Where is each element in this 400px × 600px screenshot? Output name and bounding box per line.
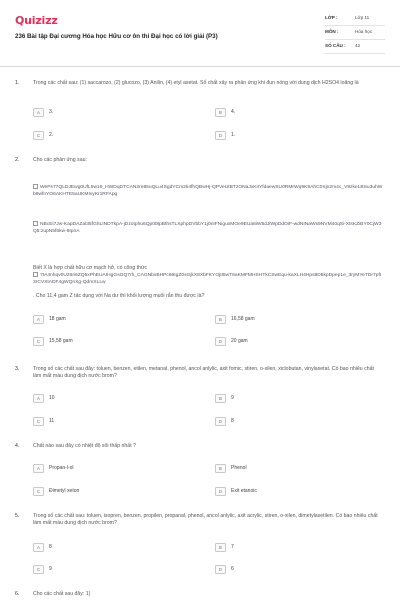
option-letter: D [215, 487, 226, 496]
option-text: 16,58 gam [231, 316, 255, 323]
option-c[interactable] [33, 417, 54, 426]
option-row [33, 417, 383, 427]
option-text: 9 [49, 566, 52, 573]
image-alt-text: WePs77QLDJEwg0UfL5w19_HWDqDTCAN2re85uQLu4SgdYCm2ti4fhQBwHj-QPVeUtBTzONaJxKiIYfdaewSU0RMrWq9K9AhC0Xjn2m4c_V9zkeLBSu3uhWb9wfnYO6AKHTE5aUKMIvyKr1RFApg [33, 185, 383, 197]
option-b[interactable] [215, 464, 247, 473]
option-b[interactable] [215, 108, 235, 117]
question-text: Trong các chất sau: (1) saccarozo, (2) glucozo, (3) Anilin, (4) etyl axetat. Số chất xảy ra phản ứng khi đun nóng với dung dịch H2SO4 loãng là [33, 80, 359, 86]
question-text: Cho các phản ứng sau: [33, 157, 87, 163]
option-letter: A [33, 394, 44, 403]
option-a[interactable] [33, 108, 53, 117]
option-row [33, 394, 383, 404]
question-text: Chất nào sau đây có nhiệt độ sôi thấp nhất ? [33, 443, 136, 449]
broken-image-icon [33, 221, 38, 226]
document-title: 236 Bài tập Đại cương Hóa học Hữu cơ ôn thi Đại học có lời giải (P3) [15, 33, 218, 40]
option-text: Phenol [231, 465, 247, 472]
option-a[interactable] [33, 543, 52, 552]
option-text: 10 [49, 395, 55, 402]
option-b[interactable] [215, 394, 234, 403]
option-d[interactable] [215, 131, 235, 140]
option-b[interactable] [215, 315, 255, 324]
option-a[interactable] [33, 315, 66, 324]
question-extra-tail: . Cho 11,4 gam Z tác dụng với Na dư thì khối lượng muối rắn thu được là? [33, 293, 205, 299]
option-row [33, 337, 383, 347]
option-c[interactable] [33, 487, 79, 496]
question-number: 3. [15, 366, 20, 372]
option-letter: D [215, 131, 226, 140]
option-letter: C [33, 487, 44, 496]
option-letter: D [215, 337, 226, 346]
option-b[interactable] [215, 543, 234, 552]
reaction-image-2 [33, 221, 383, 235]
option-letter: D [215, 417, 226, 426]
option-text: 15,58 gam [49, 338, 73, 345]
question-number: 6. [15, 591, 20, 597]
question-extra-text: Biết X là hợp chất hữu cơ mạch hở, có công thức [33, 265, 148, 271]
meta-row-count [325, 40, 385, 54]
question-text: Trong số các chất sau đây: toluen, benzen, etilen, metanal, phenol, ancol anlylic, axit fomic, stiren, o-xilen, xiclobutan, vinylaxetat. Có bao nhiêu chất làm mất màu dung dịch nước brom? [33, 366, 374, 380]
option-text: 18 gam [49, 316, 66, 323]
option-letter: B [215, 108, 226, 117]
header-divider [0, 66, 400, 67]
option-letter: A [33, 108, 44, 117]
option-letter: C [33, 565, 44, 574]
option-d[interactable] [215, 417, 234, 426]
option-row [33, 565, 383, 575]
meta-value: Hóa học [355, 29, 373, 35]
option-row [33, 131, 383, 141]
broken-image-icon [33, 272, 38, 277]
option-letter: A [33, 315, 44, 324]
option-text: 8 [231, 418, 234, 425]
option-text: 8 [49, 544, 52, 551]
option-letter: A [33, 543, 44, 552]
option-row [33, 315, 383, 325]
question-number: 2. [15, 157, 20, 163]
broken-image-icon [33, 184, 38, 189]
option-row [33, 108, 383, 118]
option-letter: B [215, 315, 226, 324]
image-alt-text: NBcEi7Jw-KapDAZal35fGhLINDTkpA-jDzotphu6Qp0t8pBthsTLXphpDVbbY1j0nIFNiguxMOe9EUa6iW5dJlWpDdOiF-wdNINaWs9NVM40qSi-XtsKZiBY0CjW3Q5:zupN5f6kw-8IpnA [33, 222, 382, 234]
option-a[interactable] [33, 464, 73, 473]
formula-image [33, 272, 383, 286]
option-letter: B [215, 464, 226, 473]
option-d[interactable] [215, 337, 248, 346]
meta-value: 42 [355, 43, 361, 49]
option-c[interactable] [33, 565, 52, 574]
option-a[interactable] [33, 394, 55, 403]
question-number: 5. [15, 513, 20, 519]
option-letter: C [33, 337, 44, 346]
option-text: 9 [231, 395, 234, 402]
option-letter: C [33, 131, 44, 140]
option-text: 2. [49, 132, 54, 139]
question-text: Trong số các chất sau: toluen, isopren, benzen, propilen, propanal, phenol, ancol anlylic, axit acrylic, stiren, o-xilen, dimetylaxetilen. Có bao nhiêu chất làm mất màu dung dịch nước brom? [33, 513, 378, 527]
option-row [33, 543, 383, 553]
option-letter: B [215, 543, 226, 552]
meta-row-subject [325, 26, 385, 40]
option-c[interactable] [33, 131, 53, 140]
option-text: 7 [231, 544, 234, 551]
option-text: 1. [231, 132, 236, 139]
question-number: 1. [15, 80, 20, 86]
meta-row-class [325, 12, 385, 26]
option-c[interactable] [33, 337, 73, 346]
meta-label: MÔN : [325, 29, 339, 35]
option-letter: C [33, 417, 44, 426]
option-letter: B [215, 394, 226, 403]
meta-value: Lớp 11 [355, 15, 370, 21]
option-d[interactable] [215, 487, 257, 496]
option-text: 11 [49, 418, 55, 425]
option-text: 6 [231, 566, 234, 573]
option-row [33, 464, 383, 474]
option-row [33, 487, 383, 497]
reaction-image-1 [33, 184, 383, 198]
option-text: 4. [231, 109, 236, 116]
meta-label: LỚP : [325, 15, 338, 21]
document-header [0, 0, 400, 62]
question-text: Cho các chất sau đây: 1) [33, 591, 91, 597]
quizizz-logo[interactable]: Quizizz [15, 14, 58, 27]
option-d[interactable] [215, 565, 234, 574]
image-alt-text: 7tA4nhqv0U26ri6ZQ5xPhEUAIHgGsOQ7rh_CAGNbxBHPc66IgZ0sGjkX8XbFKYOjtI5wT6aKMFMHSHTkCSwEqu-kaXLH4Hps8D6kpDpep1e_3ryMYeTDr7pfI3rCVXtADF4gWQnXg-QdmXLLw [33, 273, 382, 285]
option-text: 20 gam [231, 338, 248, 345]
question-number: 4. [15, 443, 20, 449]
option-text: 3. [49, 109, 54, 116]
option-letter: D [215, 565, 226, 574]
option-letter: A [33, 464, 44, 473]
meta-table [325, 12, 385, 54]
option-text: Đimetyl xeton [49, 488, 80, 495]
option-text: Propan-l-ol [49, 465, 74, 472]
option-text: Exit etanoic [231, 488, 257, 495]
meta-label: SỐ CÂU : [325, 43, 346, 49]
